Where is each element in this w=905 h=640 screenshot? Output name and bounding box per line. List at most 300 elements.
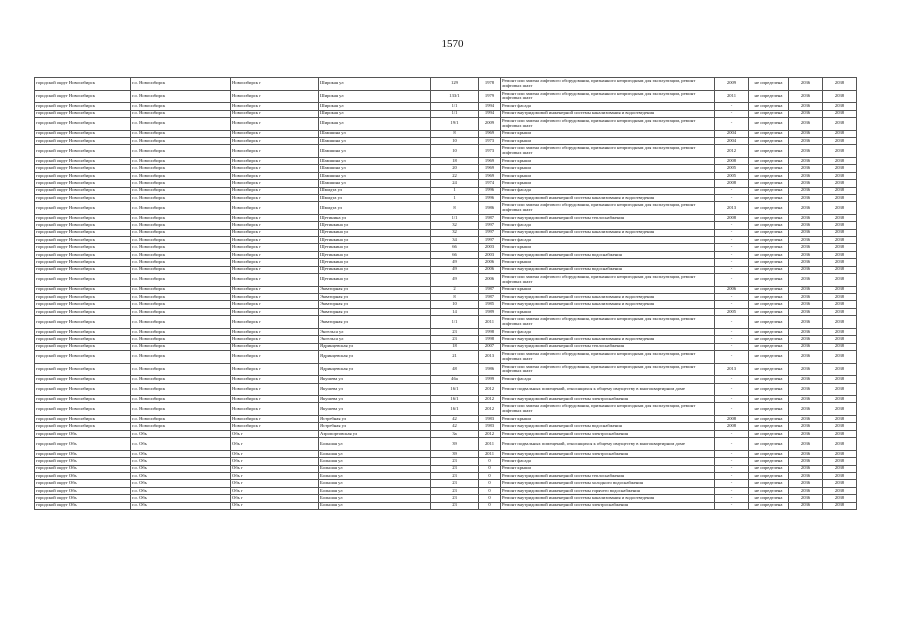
cell-municipality: городской округ Новосибирск bbox=[35, 78, 131, 91]
table-row bbox=[35, 259, 857, 266]
cell-municipal-unit: г.о. Новосибирск bbox=[131, 130, 231, 137]
cell-plan-start: 2036 bbox=[789, 145, 823, 158]
cell-work-type: Ремонт фасада bbox=[501, 187, 715, 194]
cell-house-number: 49 bbox=[431, 274, 479, 287]
cell-municipal-unit: г.о. Обь bbox=[131, 450, 231, 457]
cell-municipality: городской округ Обь bbox=[35, 480, 131, 487]
cell-cost: не определена bbox=[749, 308, 789, 315]
cell-plan-start: 2036 bbox=[789, 465, 823, 472]
cell-municipal-unit: г.о. Новосибирск bbox=[131, 187, 231, 194]
cell-municipality: городской округ Новосибирск bbox=[35, 274, 131, 287]
cell-municipal-unit: г.о. Новосибирск bbox=[131, 328, 231, 335]
cell-last-repair-year: - bbox=[715, 383, 749, 396]
cell-municipal-unit: г.о. Обь bbox=[131, 487, 231, 494]
cell-work-type: Ремонт крыши bbox=[501, 465, 715, 472]
table-row bbox=[35, 202, 857, 215]
cell-cost: не определена bbox=[749, 194, 789, 201]
table-row bbox=[35, 363, 857, 376]
cell-work-type: Ремонт крыши bbox=[501, 416, 715, 423]
cell-work-type: Ремонт внутридомовой инженерной системы водоснабжения bbox=[501, 266, 715, 273]
cell-plan-end: 2038 bbox=[823, 187, 857, 194]
cell-year-built: 2012 bbox=[479, 383, 501, 396]
cell-municipality: городской округ Новосибирск bbox=[35, 157, 131, 164]
cell-year-built: 1989 bbox=[479, 308, 501, 315]
cell-street: Якушева ул bbox=[319, 376, 431, 383]
cell-cost: не определена bbox=[749, 473, 789, 480]
cell-cost: не определена bbox=[749, 403, 789, 416]
cell-municipal-unit: г.о. Новосибирск bbox=[131, 363, 231, 376]
cell-street: Щетинкина ул bbox=[319, 259, 431, 266]
cell-cost: не определена bbox=[749, 502, 789, 509]
cell-year-built: 1986 bbox=[479, 202, 501, 215]
cell-street: Ядринцевская ул bbox=[319, 363, 431, 376]
cell-municipality: городской округ Обь bbox=[35, 495, 131, 502]
cell-year-built: 2006 bbox=[479, 259, 501, 266]
cell-house-number: 10 bbox=[431, 145, 479, 158]
cell-year-built: 1969 bbox=[479, 130, 501, 137]
cell-house-number: 32 bbox=[431, 222, 479, 229]
cell-work-type: Ремонт или замена лифтового оборудования, признанного непригодным для эксплуатации, ремонт лифтовых шахт bbox=[501, 403, 715, 416]
cell-plan-start: 2036 bbox=[789, 430, 823, 437]
cell-work-type: Ремонт внутридомовой инженерной системы теплоснабжения bbox=[501, 473, 715, 480]
cell-street: Экваторная ул bbox=[319, 293, 431, 300]
cell-municipality: городской округ Новосибирск bbox=[35, 293, 131, 300]
cell-work-type: Ремонт или замена лифтового оборудования, признанного непригодным для эксплуатации, ремонт лифтовых шахт bbox=[501, 145, 715, 158]
cell-house-number: 10 bbox=[431, 301, 479, 308]
cell-plan-start: 2036 bbox=[789, 480, 823, 487]
cell-plan-end: 2038 bbox=[823, 438, 857, 451]
cell-municipality: городской округ Новосибирск bbox=[35, 363, 131, 376]
cell-year-built: 2011 bbox=[479, 450, 501, 457]
cell-municipal-unit: г.о. Новосибирск bbox=[131, 194, 231, 201]
cell-cost: не определена bbox=[749, 266, 789, 273]
cell-municipality: городской округ Новосибирск bbox=[35, 110, 131, 117]
cell-last-repair-year: 2013 bbox=[715, 363, 749, 376]
cell-plan-start: 2036 bbox=[789, 376, 823, 383]
cell-cost: не определена bbox=[749, 480, 789, 487]
cell-settlement: Новосибирск г bbox=[231, 214, 319, 221]
table-row bbox=[35, 293, 857, 300]
cell-street: Большая ул bbox=[319, 473, 431, 480]
cell-municipality: городской округ Новосибирск bbox=[35, 117, 131, 130]
cell-year-built: 1969 bbox=[479, 172, 501, 179]
table-row bbox=[35, 237, 857, 244]
cell-year-built: 2013 bbox=[479, 350, 501, 363]
cell-house-number: 19/1 bbox=[431, 117, 479, 130]
cell-house-number: 1/1 bbox=[431, 110, 479, 117]
cell-cost: не определена bbox=[749, 423, 789, 430]
cell-house-number: 49 bbox=[431, 259, 479, 266]
cell-work-type: Ремонт или замена лифтового оборудования, признанного непригодным для эксплуатации, ремонт лифтовых шахт bbox=[501, 316, 715, 329]
cell-plan-start: 2036 bbox=[789, 328, 823, 335]
cell-cost: не определена bbox=[749, 103, 789, 110]
cell-plan-start: 2036 bbox=[789, 308, 823, 315]
cell-last-repair-year: 2012 bbox=[715, 145, 749, 158]
cell-municipal-unit: г.о. Новосибирск bbox=[131, 293, 231, 300]
cell-house-number: 22 bbox=[431, 172, 479, 179]
cell-last-repair-year: - bbox=[715, 438, 749, 451]
cell-settlement: Новосибирск г bbox=[231, 194, 319, 201]
cell-settlement: Новосибирск г bbox=[231, 363, 319, 376]
cell-municipality: городской округ Новосибирск bbox=[35, 423, 131, 430]
cell-plan-end: 2038 bbox=[823, 274, 857, 287]
cell-cost: не определена bbox=[749, 78, 789, 91]
cell-cost: не определена bbox=[749, 165, 789, 172]
cell-plan-end: 2038 bbox=[823, 180, 857, 187]
cell-work-type: Ремонт фасада bbox=[501, 103, 715, 110]
cell-house-number: 23 bbox=[431, 465, 479, 472]
cell-house-number: 10 bbox=[431, 137, 479, 144]
cell-last-repair-year: - bbox=[715, 237, 749, 244]
cell-last-repair-year: 2008 bbox=[715, 416, 749, 423]
repair-schedule-table bbox=[34, 77, 857, 510]
cell-municipal-unit: г.о. Новосибирск bbox=[131, 137, 231, 144]
cell-settlement: Новосибирск г bbox=[231, 157, 319, 164]
cell-street: Шамшина ул bbox=[319, 157, 431, 164]
cell-plan-end: 2038 bbox=[823, 403, 857, 416]
cell-municipal-unit: г.о. Новосибирск bbox=[131, 222, 231, 229]
cell-cost: не определена bbox=[749, 222, 789, 229]
cell-last-repair-year: 2011 bbox=[715, 90, 749, 103]
cell-work-type: Ремонт крыши bbox=[501, 259, 715, 266]
cell-plan-end: 2038 bbox=[823, 222, 857, 229]
cell-settlement: Новосибирск г bbox=[231, 103, 319, 110]
cell-settlement: Новосибирск г bbox=[231, 90, 319, 103]
cell-year-built: 0 bbox=[479, 495, 501, 502]
cell-plan-start: 2036 bbox=[789, 251, 823, 258]
cell-cost: не определена bbox=[749, 145, 789, 158]
cell-plan-end: 2038 bbox=[823, 244, 857, 251]
cell-street: Большая ул bbox=[319, 450, 431, 457]
cell-work-type: Ремонт внутридомовой инженерной системы канализования и водоотведения bbox=[501, 293, 715, 300]
table-body bbox=[35, 78, 857, 510]
cell-work-type: Ремонт фасада bbox=[501, 458, 715, 465]
cell-work-type: Ремонт или замена лифтового оборудования, признанного непригодным для эксплуатации, ремонт лифтовых шахт bbox=[501, 117, 715, 130]
cell-municipal-unit: г.о. Обь bbox=[131, 458, 231, 465]
cell-house-number: 49 bbox=[431, 266, 479, 273]
cell-work-type: Ремонт внутридомовой инженерной системы канализования и водоотведения bbox=[501, 495, 715, 502]
cell-plan-start: 2036 bbox=[789, 266, 823, 273]
cell-year-built: 1974 bbox=[479, 180, 501, 187]
cell-work-type: Ремонт подвальных помещений, относящихся к общему имуществу в многоквартирном доме bbox=[501, 383, 715, 396]
cell-work-type: Ремонт или замена лифтового оборудования, признанного непригодным для эксплуатации, ремонт лифтовых шахт bbox=[501, 78, 715, 91]
cell-municipal-unit: г.о. Новосибирск bbox=[131, 423, 231, 430]
cell-municipal-unit: г.о. Новосибирск bbox=[131, 157, 231, 164]
cell-plan-start: 2036 bbox=[789, 403, 823, 416]
table-row bbox=[35, 157, 857, 164]
cell-municipality: городской округ Новосибирск bbox=[35, 251, 131, 258]
cell-house-number: 18 bbox=[431, 157, 479, 164]
cell-house-number: 24 bbox=[431, 180, 479, 187]
cell-municipality: городской округ Новосибирск bbox=[35, 266, 131, 273]
cell-work-type: Ремонт внутридомовой инженерной системы теплоснабжения bbox=[501, 214, 715, 221]
table-row bbox=[35, 110, 857, 117]
cell-municipality: городской округ Новосибирск bbox=[35, 165, 131, 172]
cell-plan-start: 2036 bbox=[789, 172, 823, 179]
cell-plan-end: 2038 bbox=[823, 363, 857, 376]
table-row bbox=[35, 336, 857, 343]
cell-municipal-unit: г.о. Новосибирск bbox=[131, 103, 231, 110]
cell-plan-start: 2036 bbox=[789, 343, 823, 350]
cell-house-number: 1/1 bbox=[431, 214, 479, 221]
cell-plan-end: 2038 bbox=[823, 286, 857, 293]
cell-municipality: городской округ Новосибирск bbox=[35, 130, 131, 137]
cell-street: Аэропортовская ул bbox=[319, 430, 431, 437]
cell-work-type: Ремонт внутридомовой инженерной системы электроснабжения bbox=[501, 502, 715, 509]
table-row bbox=[35, 229, 857, 236]
cell-plan-start: 2036 bbox=[789, 336, 823, 343]
cell-year-built: 2011 bbox=[479, 316, 501, 329]
cell-year-built: 1994 bbox=[479, 103, 501, 110]
cell-year-built: 1987 bbox=[479, 286, 501, 293]
cell-municipality: городской округ Новосибирск bbox=[35, 396, 131, 403]
cell-last-repair-year: - bbox=[715, 403, 749, 416]
cell-street: Шамшина ул bbox=[319, 130, 431, 137]
cell-last-repair-year: 2004 bbox=[715, 130, 749, 137]
cell-municipality: городской округ Обь bbox=[35, 473, 131, 480]
table-row bbox=[35, 244, 857, 251]
cell-work-type: Ремонт внутридомовой инженерной системы канализования и водоотведения bbox=[501, 336, 715, 343]
cell-house-number: 32 bbox=[431, 229, 479, 236]
cell-last-repair-year: - bbox=[715, 396, 749, 403]
table-row bbox=[35, 480, 857, 487]
cell-house-number: 3а bbox=[431, 430, 479, 437]
cell-plan-end: 2038 bbox=[823, 487, 857, 494]
cell-municipal-unit: г.о. Новосибирск bbox=[131, 383, 231, 396]
cell-municipal-unit: г.о. Новосибирск bbox=[131, 214, 231, 221]
cell-plan-start: 2036 bbox=[789, 274, 823, 287]
cell-plan-end: 2038 bbox=[823, 350, 857, 363]
table-row bbox=[35, 450, 857, 457]
cell-plan-end: 2038 bbox=[823, 502, 857, 509]
table-row bbox=[35, 194, 857, 201]
cell-year-built: 1998 bbox=[479, 328, 501, 335]
cell-municipality: городской округ Новосибирск bbox=[35, 316, 131, 329]
cell-plan-end: 2038 bbox=[823, 78, 857, 91]
cell-street: Шамшина ул bbox=[319, 165, 431, 172]
cell-plan-end: 2038 bbox=[823, 465, 857, 472]
table-row bbox=[35, 78, 857, 91]
cell-year-built: 1996 bbox=[479, 194, 501, 201]
cell-municipality: городской округ Новосибирск bbox=[35, 214, 131, 221]
cell-house-number: 23 bbox=[431, 336, 479, 343]
cell-house-number: 21 bbox=[431, 350, 479, 363]
cell-year-built: 1973 bbox=[479, 137, 501, 144]
cell-work-type: Ремонт или замена лифтового оборудования, признанного непригодным для эксплуатации, ремонт лифтовых шахт bbox=[501, 90, 715, 103]
cell-year-built: 1997 bbox=[479, 237, 501, 244]
cell-house-number: 66 bbox=[431, 244, 479, 251]
cell-house-number: 1/1 bbox=[431, 103, 479, 110]
cell-house-number: 66 bbox=[431, 251, 479, 258]
cell-house-number: 16/1 bbox=[431, 403, 479, 416]
cell-plan-end: 2038 bbox=[823, 473, 857, 480]
cell-settlement: Новосибирск г bbox=[231, 274, 319, 287]
cell-work-type: Ремонт фасада bbox=[501, 237, 715, 244]
cell-settlement: Обь г bbox=[231, 465, 319, 472]
cell-plan-end: 2038 bbox=[823, 103, 857, 110]
cell-year-built: 1979 bbox=[479, 90, 501, 103]
cell-plan-start: 2036 bbox=[789, 316, 823, 329]
cell-municipality: городской округ Новосибирск bbox=[35, 336, 131, 343]
cell-street: Щетинкина ул bbox=[319, 244, 431, 251]
cell-last-repair-year: 2009 bbox=[715, 78, 749, 91]
cell-last-repair-year: - bbox=[715, 103, 749, 110]
table-row bbox=[35, 172, 857, 179]
cell-street: Ястребная ул bbox=[319, 423, 431, 430]
table-row bbox=[35, 286, 857, 293]
cell-year-built: 1987 bbox=[479, 293, 501, 300]
cell-year-built: 0 bbox=[479, 502, 501, 509]
cell-settlement: Новосибирск г bbox=[231, 266, 319, 273]
cell-plan-end: 2038 bbox=[823, 137, 857, 144]
table-row bbox=[35, 145, 857, 158]
cell-plan-start: 2036 bbox=[789, 229, 823, 236]
cell-street: Широкая ул bbox=[319, 117, 431, 130]
cell-cost: не определена bbox=[749, 363, 789, 376]
cell-last-repair-year: - bbox=[715, 473, 749, 480]
cell-municipality: городской округ Новосибирск bbox=[35, 383, 131, 396]
cell-municipal-unit: г.о. Новосибирск bbox=[131, 343, 231, 350]
cell-municipal-unit: г.о. Новосибирск bbox=[131, 350, 231, 363]
cell-municipality: городской округ Новосибирск bbox=[35, 259, 131, 266]
cell-settlement: Новосибирск г bbox=[231, 202, 319, 215]
cell-plan-start: 2036 bbox=[789, 194, 823, 201]
cell-plan-start: 2036 bbox=[789, 244, 823, 251]
cell-settlement: Обь г bbox=[231, 480, 319, 487]
cell-municipal-unit: г.о. Новосибирск bbox=[131, 336, 231, 343]
cell-plan-start: 2036 bbox=[789, 450, 823, 457]
cell-work-type: Ремонт крыши bbox=[501, 157, 715, 164]
cell-work-type: Ремонт или замена лифтового оборудования, признанного непригодным для эксплуатации, ремонт лифтовых шахт bbox=[501, 274, 715, 287]
cell-municipal-unit: г.о. Обь bbox=[131, 473, 231, 480]
table-row bbox=[35, 438, 857, 451]
page-number: 1570 bbox=[441, 38, 464, 50]
cell-year-built: 1973 bbox=[479, 145, 501, 158]
cell-plan-start: 2036 bbox=[789, 423, 823, 430]
cell-plan-end: 2038 bbox=[823, 229, 857, 236]
table-row bbox=[35, 187, 857, 194]
cell-last-repair-year: - bbox=[715, 194, 749, 201]
cell-year-built: 0 bbox=[479, 458, 501, 465]
cell-cost: не определена bbox=[749, 416, 789, 423]
cell-plan-end: 2038 bbox=[823, 130, 857, 137]
cell-year-built: 1997 bbox=[479, 222, 501, 229]
cell-work-type: Ремонт внутридомовой инженерной системы канализования и водоотведения bbox=[501, 301, 715, 308]
cell-municipality: городской округ Новосибирск bbox=[35, 202, 131, 215]
cell-street: Шмидта ул bbox=[319, 187, 431, 194]
cell-street: Шмидта ул bbox=[319, 194, 431, 201]
cell-plan-start: 2036 bbox=[789, 78, 823, 91]
cell-street: Большая ул bbox=[319, 487, 431, 494]
cell-municipal-unit: г.о. Обь bbox=[131, 502, 231, 509]
cell-street: Широкая ул bbox=[319, 90, 431, 103]
cell-cost: не определена bbox=[749, 328, 789, 335]
cell-street: Щетинкина ул bbox=[319, 237, 431, 244]
cell-last-repair-year: 2006 bbox=[715, 286, 749, 293]
table-row bbox=[35, 343, 857, 350]
cell-street: Большая ул bbox=[319, 458, 431, 465]
cell-house-number: 34 bbox=[431, 237, 479, 244]
table-row bbox=[35, 308, 857, 315]
cell-municipality: городской округ Новосибирск bbox=[35, 343, 131, 350]
cell-last-repair-year: - bbox=[715, 458, 749, 465]
cell-last-repair-year: - bbox=[715, 343, 749, 350]
cell-settlement: Новосибирск г bbox=[231, 165, 319, 172]
cell-work-type: Ремонт внутридомовой инженерной системы электроснабжения bbox=[501, 450, 715, 457]
cell-cost: не определена bbox=[749, 383, 789, 396]
cell-year-built: 2006 bbox=[479, 266, 501, 273]
cell-plan-end: 2038 bbox=[823, 328, 857, 335]
cell-municipal-unit: г.о. Обь bbox=[131, 430, 231, 437]
cell-street: Ядринцевская ул bbox=[319, 343, 431, 350]
cell-street: Шамшина ул bbox=[319, 180, 431, 187]
table-row bbox=[35, 396, 857, 403]
cell-house-number: 23 bbox=[431, 495, 479, 502]
cell-street: Якушева ул bbox=[319, 403, 431, 416]
cell-street: Большая ул bbox=[319, 495, 431, 502]
cell-cost: не определена bbox=[749, 202, 789, 215]
cell-work-type: Ремонт крыши bbox=[501, 137, 715, 144]
cell-municipal-unit: г.о. Новосибирск bbox=[131, 244, 231, 251]
cell-house-number: 46а bbox=[431, 376, 479, 383]
cell-last-repair-year: - bbox=[715, 259, 749, 266]
cell-plan-end: 2038 bbox=[823, 157, 857, 164]
cell-street: Щетинкина ул bbox=[319, 222, 431, 229]
cell-municipal-unit: г.о. Новосибирск bbox=[131, 274, 231, 287]
cell-work-type: Ремонт или замена лифтового оборудования, признанного непригодным для эксплуатации, ремонт лифтовых шахт bbox=[501, 363, 715, 376]
cell-last-repair-year: - bbox=[715, 244, 749, 251]
cell-settlement: Новосибирск г bbox=[231, 301, 319, 308]
cell-cost: не определена bbox=[749, 316, 789, 329]
cell-work-type: Ремонт внутридомовой инженерной системы горячего водоснабжения bbox=[501, 487, 715, 494]
cell-cost: не определена bbox=[749, 130, 789, 137]
cell-cost: не определена bbox=[749, 180, 789, 187]
cell-plan-start: 2036 bbox=[789, 363, 823, 376]
cell-plan-start: 2036 bbox=[789, 259, 823, 266]
cell-house-number: 8 bbox=[431, 130, 479, 137]
table-row bbox=[35, 301, 857, 308]
cell-cost: не определена bbox=[749, 495, 789, 502]
cell-last-repair-year: - bbox=[715, 430, 749, 437]
cell-plan-start: 2036 bbox=[789, 396, 823, 403]
cell-plan-start: 2036 bbox=[789, 180, 823, 187]
cell-house-number: 2 bbox=[431, 286, 479, 293]
cell-settlement: Новосибирск г bbox=[231, 180, 319, 187]
cell-work-type: Ремонт крыши bbox=[501, 180, 715, 187]
cell-settlement: Обь г bbox=[231, 473, 319, 480]
cell-plan-end: 2038 bbox=[823, 480, 857, 487]
cell-settlement: Обь г bbox=[231, 487, 319, 494]
cell-cost: не определена bbox=[749, 137, 789, 144]
table-row bbox=[35, 165, 857, 172]
cell-plan-end: 2038 bbox=[823, 266, 857, 273]
cell-street: Экваторная ул bbox=[319, 308, 431, 315]
table-row bbox=[35, 383, 857, 396]
cell-municipal-unit: г.о. Новосибирск bbox=[131, 110, 231, 117]
cell-municipal-unit: г.о. Новосибирск bbox=[131, 229, 231, 236]
cell-year-built: 1996 bbox=[479, 187, 501, 194]
cell-municipal-unit: г.о. Новосибирск bbox=[131, 202, 231, 215]
table-row bbox=[35, 465, 857, 472]
cell-plan-start: 2036 bbox=[789, 286, 823, 293]
cell-cost: не определена bbox=[749, 251, 789, 258]
cell-plan-end: 2038 bbox=[823, 458, 857, 465]
cell-cost: не определена bbox=[749, 301, 789, 308]
cell-last-repair-year: - bbox=[715, 316, 749, 329]
cell-plan-start: 2036 bbox=[789, 157, 823, 164]
cell-house-number: 39 bbox=[431, 450, 479, 457]
cell-settlement: Новосибирск г bbox=[231, 137, 319, 144]
